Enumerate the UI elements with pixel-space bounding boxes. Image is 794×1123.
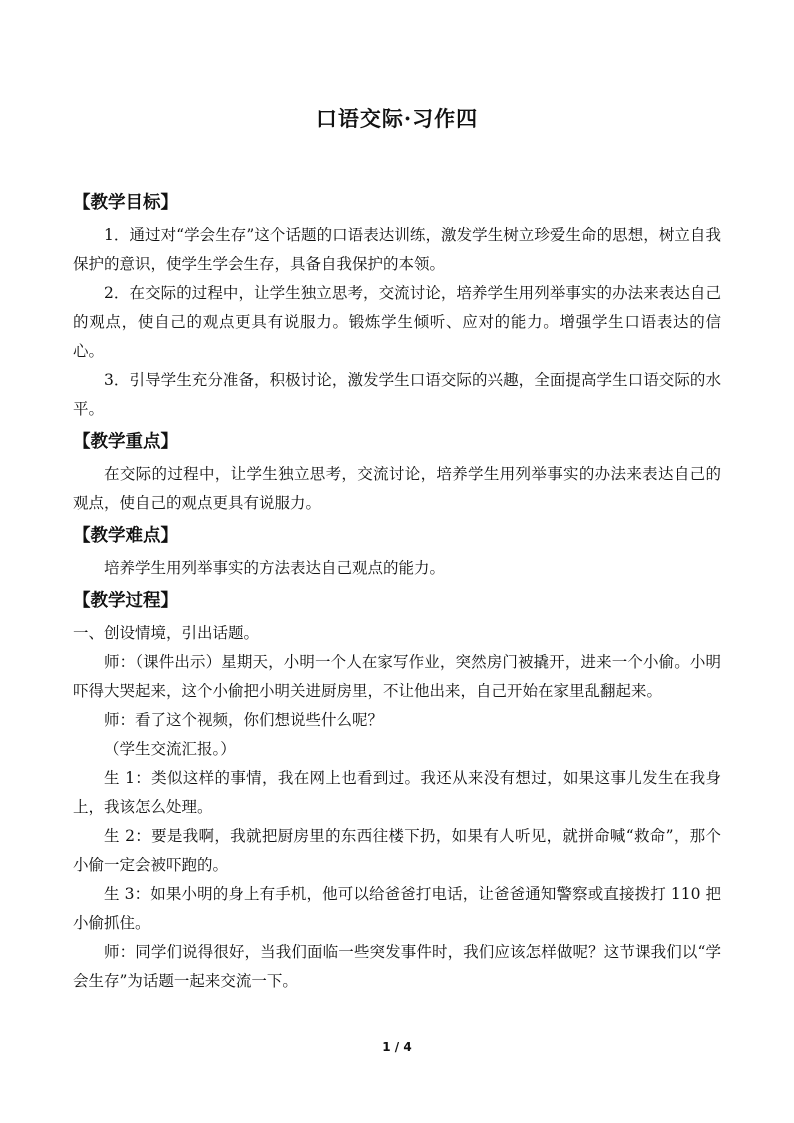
section-heading-process: 【教学过程】: [73, 591, 178, 611]
process-paragraph: 生 1：类似这样的事情，我在网上也看到过。我还从来没有想过，如果这事儿发生在我身上，我该怎么处理。: [73, 769, 721, 816]
process-paragraph: 生 3：如果小明的身上有手机，他可以给爸爸打电话，让爸爸通知警察或直接拨打 110 把小偷抓住。: [73, 885, 721, 932]
process-paragraph: 师：同学们说得很好，当我们面临一些突发事件时，我们应该怎样做呢？这节课我们以“学会生存”为话题一起来交流一下。: [73, 943, 721, 990]
process-paragraph: （学生交流汇报。）: [104, 740, 236, 758]
process-paragraph: 师：看了这个视频，你们想说些什么呢？: [104, 711, 384, 729]
section-heading-difficulties: 【教学难点】: [73, 526, 178, 546]
goal-item-3: 3．引导学生充分准备，积极讨论，激发学生口语交际的兴趣，全面提高学生口语交际的水平。: [73, 371, 721, 418]
section-heading-key-points: 【教学重点】: [73, 432, 178, 452]
goal-item-2: 2．在交际的过程中，让学生独立思考，交流讨论，培养学生用列举事实的办法来表达自己的观点，使自己的观点更具有说服力。锻炼学生倾听、应对的能力。增强学生口语表达的信心。: [73, 284, 721, 360]
document-title: 口语交际·习作四: [315, 106, 479, 131]
process-step-title: 一、创设情境，引出话题。: [73, 624, 260, 642]
process-paragraph: 师：（课件出示）星期天，小明一个人在家写作业，突然房门被撬开，进来一个小偷。小明吓得大哭起来，这个小偷把小明关进厨房里，不让他出来，自己开始在家里乱翻起来。: [73, 653, 721, 700]
process-paragraph: 生 2：要是我啊，我就把厨房里的东西往楼下扔，如果有人听见，就拼命喊“救命”，那个小偷一定会被吓跑的。: [73, 827, 721, 874]
document-body: [73, 185, 721, 996]
page-number: 1 / 4: [382, 1040, 412, 1054]
key-points-text: 在交际的过程中，让学生独立思考，交流讨论，培养学生用列举事实的办法来表达自己的观点，使自己的观点更具有说服力。: [73, 465, 721, 512]
goal-item-1: 1．通过对“学会生存”这个话题的口语表达训练，激发学生树立珍爱生命的思想，树立自我保护的意识，使学生学会生存，具备自我保护的本领。: [73, 226, 721, 273]
difficulties-text: 培养学生用列举事实的方法表达自己观点的能力。: [104, 559, 446, 577]
section-heading-goals: 【教学目标】: [73, 193, 178, 213]
